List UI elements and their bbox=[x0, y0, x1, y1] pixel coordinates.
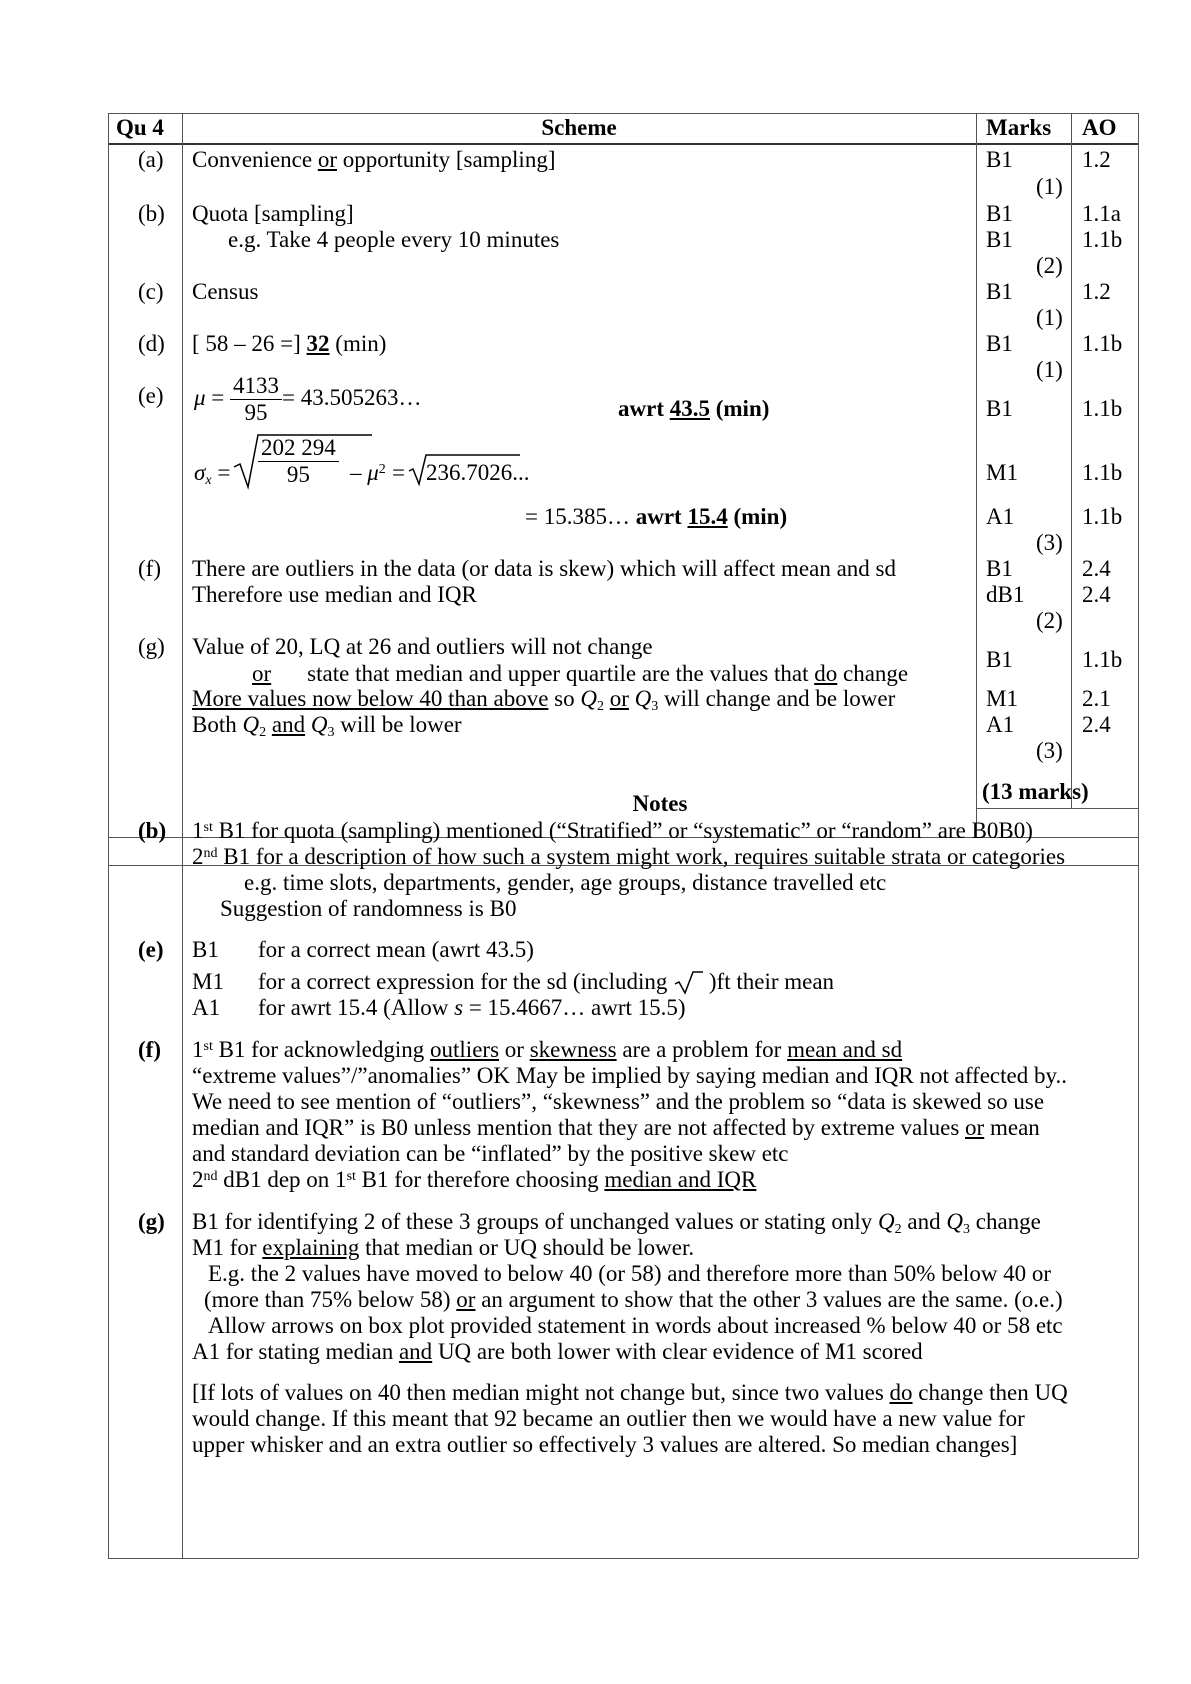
notes-g-line8: would change. If this meant that 92 became an outlier then we would have a new value for bbox=[192, 1406, 1025, 1431]
notes-e-line2: for a correct expression for the sd (including )ft their mean bbox=[258, 969, 835, 994]
part-b-mark1: B1 bbox=[986, 201, 1013, 226]
part-d-mark: B1 bbox=[986, 331, 1013, 356]
notes-g-line6: A1 for stating median and UQ are both lower with clear evidence of M1 scored bbox=[192, 1339, 923, 1364]
part-a-answer: Convenience or opportunity [sampling] bbox=[192, 147, 556, 172]
part-g-line4: Both $Q_2$ and $Q_3$ will be lower bbox=[192, 712, 462, 740]
notes-g-line4: (more than 75% below 58) or an argument to show that the other 3 values are the same. (o.e.) bbox=[204, 1287, 1063, 1312]
part-b-label: (b) bbox=[138, 201, 165, 226]
part-e-mark3: A1 bbox=[986, 504, 1015, 529]
total-marks: (13 marks) bbox=[982, 779, 1089, 804]
part-c-total: (1) bbox=[1036, 305, 1063, 330]
part-e-ao1: 1.1b bbox=[1082, 396, 1123, 421]
part-g-label: (g) bbox=[138, 634, 165, 659]
part-g-mark1: B1 bbox=[986, 647, 1013, 672]
notes-e-label: (e) bbox=[138, 937, 164, 962]
notes-f-line2: “extreme values”/”anomalies” OK May be implied by saying median and IQR not affected by.. bbox=[192, 1063, 1067, 1088]
part-g-mark2: M1 bbox=[986, 686, 1018, 711]
part-g-total: (3) bbox=[1036, 738, 1063, 763]
notes-b-label: (b) bbox=[138, 818, 167, 843]
sd-root-value: 236.7026... bbox=[426, 460, 530, 485]
ao-column-border bbox=[1071, 113, 1072, 808]
notes-g-line3: E.g. the 2 values have moved to below 40 (or 58) and therefore more than 50% below 40 or bbox=[208, 1261, 1052, 1286]
part-g-line3: More values now below 40 than above so $Q_2$ or $Q_3$ will change and be lower bbox=[192, 686, 896, 714]
part-b-line2: e.g. Take 4 people every 10 minutes bbox=[228, 227, 560, 252]
notes-b-line3: e.g. time slots, departments, gender, age groups, distance travelled etc bbox=[244, 870, 887, 895]
notes-e-line1: for a correct mean (awrt 43.5) bbox=[258, 937, 534, 962]
part-c-label: (c) bbox=[138, 279, 164, 304]
notes-f-line5: and standard deviation can be “inflated” by the positive skew etc bbox=[192, 1141, 789, 1166]
part-d-ao: 1.1b bbox=[1082, 331, 1123, 356]
notes-g-label: (g) bbox=[138, 1209, 165, 1234]
part-e-mean-expression: μ = $\frac{4133}{95}$ = 43.505263… bbox=[194, 373, 422, 425]
part-a-mark: B1 bbox=[986, 147, 1013, 172]
part-f-total: (2) bbox=[1036, 608, 1063, 633]
notes-g-line1: B1 for identifying 2 of these 3 groups of unchanged values or stating only $Q_2$ and $Q_3$ change bbox=[192, 1209, 1041, 1237]
part-f-ao1: 2.4 bbox=[1082, 556, 1111, 581]
part-g-line2: or state that median and upper quartile are the values that do change bbox=[252, 661, 909, 686]
part-e-sigma: $\sigma_x$ = bbox=[194, 460, 231, 488]
qu-column-border bbox=[182, 113, 183, 1558]
notes-g-line7: [If lots of values on 40 then median might not change but, since two values do change then UQ bbox=[192, 1380, 1068, 1405]
part-b-ao1: 1.1a bbox=[1082, 201, 1121, 226]
right-border bbox=[1138, 113, 1139, 1558]
part-g-ao2: 2.1 bbox=[1082, 686, 1111, 711]
square-root-icon bbox=[673, 969, 703, 995]
header-ao: AO bbox=[1082, 115, 1117, 140]
left-border bbox=[108, 113, 109, 1558]
part-g-line1: Value of 20, LQ at 26 and outliers will not change bbox=[192, 634, 653, 659]
part-c-ao: 1.2 bbox=[1082, 279, 1111, 304]
part-g-ao1: 1.1b bbox=[1082, 647, 1123, 672]
notes-b-line4: Suggestion of randomness is B0 bbox=[220, 896, 517, 921]
part-g-mark3: A1 bbox=[986, 712, 1015, 737]
notes-b-line1: 1st B1 for quota (sampling) mentioned (“Stratified” or “systematic” or “random” are B0B0) bbox=[192, 818, 1033, 843]
part-d-label: (d) bbox=[138, 331, 165, 356]
marks-column-border bbox=[976, 113, 977, 837]
part-b-ao2: 1.1b bbox=[1082, 227, 1123, 252]
part-a-ao: 1.2 bbox=[1082, 147, 1111, 172]
notes-e-mark3: A1 bbox=[192, 995, 221, 1020]
notes-f-line1: 1st B1 for acknowledging outliers or skewness are a problem for mean and sd bbox=[192, 1037, 903, 1062]
table-bottom-border bbox=[108, 1558, 1138, 1559]
part-g-ao3: 2.4 bbox=[1082, 712, 1111, 737]
notes-f-label: (f) bbox=[138, 1037, 161, 1062]
part-e-ao2: 1.1b bbox=[1082, 460, 1123, 485]
notes-e-line3: for awrt 15.4 (Allow s = 15.4667… awrt 15.5) bbox=[258, 995, 686, 1020]
notes-e-mark1: B1 bbox=[192, 937, 219, 962]
part-e-total: (3) bbox=[1036, 530, 1063, 555]
header-scheme: Scheme bbox=[541, 115, 617, 140]
part-f-line1: There are outliers in the data (or data is skew) which will affect mean and sd bbox=[192, 556, 897, 581]
part-b-mark2: B1 bbox=[986, 227, 1013, 252]
notes-title: Notes bbox=[632, 791, 688, 816]
notes-f-line3: We need to see mention of “outliers”, “skewness” and the problem so “data is skewed so use bbox=[192, 1089, 1045, 1114]
part-f-label: (f) bbox=[138, 556, 161, 581]
part-e-mark2: M1 bbox=[986, 460, 1018, 485]
notes-e-mark2: M1 bbox=[192, 969, 224, 994]
part-f-mark1: B1 bbox=[986, 556, 1013, 581]
table-top-border bbox=[108, 113, 1138, 114]
part-e-awrt-mean: awrt 43.5 (min) bbox=[618, 396, 770, 421]
part-f-mark2: dB1 bbox=[986, 582, 1025, 607]
part-e-ao3: 1.1b bbox=[1082, 504, 1123, 529]
notes-g-line9: upper whisker and an extra outlier so effectively 3 values are altered. So median changes] bbox=[192, 1432, 1018, 1457]
part-b-line1: Quota [sampling] bbox=[192, 201, 354, 226]
part-d-answer: [ 58 – 26 =] 32 (min) bbox=[192, 331, 387, 356]
notes-g-line2: M1 for explaining that median or UQ should be lower. bbox=[192, 1235, 695, 1260]
sd-fraction-expression bbox=[258, 435, 339, 488]
part-f-line2: Therefore use median and IQR bbox=[192, 582, 477, 607]
part-e-sd-result: = 15.385… awrt 15.4 (min) bbox=[525, 504, 788, 529]
notes-b-line2: 2nd B1 for a description of how such a system might work, requires suitable strata or categories bbox=[192, 844, 1066, 869]
header-qu: Qu 4 bbox=[116, 115, 164, 140]
notes-g-line5: Allow arrows on box plot provided statement in words about increased % below 40 or 58 etc bbox=[208, 1313, 1063, 1338]
part-f-ao2: 2.4 bbox=[1082, 582, 1111, 607]
part-b-total: (2) bbox=[1036, 253, 1063, 278]
header-marks: Marks bbox=[986, 115, 1052, 140]
part-a-total: (1) bbox=[1036, 174, 1063, 199]
part-c-mark: B1 bbox=[986, 279, 1013, 304]
part-c-answer: Census bbox=[192, 279, 259, 304]
header-rule bbox=[108, 143, 1138, 145]
sd-minus-mu-squared: – $\mu^2$ bbox=[350, 460, 386, 485]
sd-equals: = bbox=[392, 460, 405, 485]
part-a-label: (a) bbox=[138, 147, 164, 172]
notes-f-line6: 2nd dB1 dep on 1st B1 for therefore choosing median and IQR bbox=[192, 1167, 757, 1192]
part-d-total: (1) bbox=[1036, 357, 1063, 382]
notes-f-line4: median and IQR” is B0 unless mention that they are not affected by extreme values or mean bbox=[192, 1115, 1040, 1140]
part-e-mark1: B1 bbox=[986, 396, 1013, 421]
sd-fraction: $\frac{202 294}{95}$ bbox=[258, 435, 339, 488]
part-e-label: (e) bbox=[138, 383, 164, 408]
mean-fraction: $\frac{4133}{95}$ bbox=[230, 373, 282, 426]
